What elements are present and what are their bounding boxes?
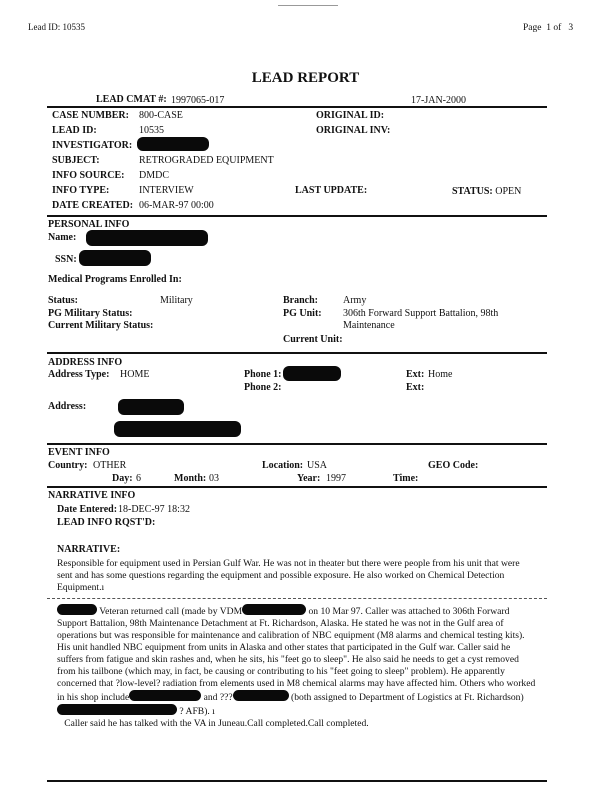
redaction — [233, 690, 289, 701]
divider — [47, 486, 547, 488]
name-label: Name: — [48, 232, 77, 243]
divider — [47, 106, 547, 108]
redaction — [242, 604, 306, 615]
status-value-personal: Military — [160, 295, 193, 306]
redaction — [114, 421, 241, 437]
last-update-label: LAST UPDATE: — [295, 185, 368, 196]
cmat-value: 1997065-017 — [171, 95, 225, 106]
original-inv-label: ORIGINAL INV: — [316, 125, 391, 136]
lead-id-label: LEAD ID: — [52, 125, 97, 136]
top-mark — [278, 5, 338, 6]
day-label: Day: — [112, 473, 133, 484]
status-label-text: STATUS: — [452, 186, 493, 197]
info-type-label: INFO TYPE: — [52, 185, 110, 196]
country-value: OTHER — [93, 460, 127, 471]
date-entered-label: Date Entered: — [57, 504, 118, 515]
bottom-divider — [47, 780, 547, 782]
ext1-label: Ext: — [406, 369, 425, 380]
redaction — [129, 690, 201, 701]
phone2-label: Phone 2: — [244, 382, 282, 393]
narrative-text-2b: on 10 Mar 97. Caller was attached to 306th Forward Support Battalion, 98th Maintenance Detachment at Ft. Richardson, Alaska. He stated he was not in the Gulf area of operations but was responsible for maintenance and calibration of NBC equipment (M8 alarms and chemical testing kits). His unit handled NBC equipment from units in Alaska and other states that participated in the Gulf war. Caller said he suffers from fatigue and skin rashes and, when he sits, his "feet go to sleep". He also said he needs to get a cyst removed from his tailbone (which may, in fact, be causing or contributing to his "feet going to sleep" problem). He apparently concerned that ?low-level? radiation from elements used in M8 chemical alarms may have affected him. Others who worked in his shop include — [57, 606, 536, 703]
info-source-label: INFO SOURCE: — [52, 170, 125, 181]
redaction — [137, 137, 209, 151]
status-value: OPEN — [495, 186, 522, 197]
time-label: Time: — [393, 473, 419, 484]
page-title: LEAD REPORT — [251, 70, 360, 86]
redaction — [79, 250, 151, 266]
pg-military-status-label: PG Military Status: — [48, 308, 133, 319]
investigator-label: INVESTIGATOR: — [52, 140, 133, 151]
report-date: 17-JAN-2000 — [411, 95, 466, 106]
lead-info-rqstd-label: LEAD INFO RQST'D: — [57, 517, 156, 528]
cmat-label: LEAD CMAT #: — [96, 94, 167, 105]
address-info-heading: ADDRESS INFO — [48, 357, 123, 368]
dashed-divider — [47, 598, 547, 599]
address-label: Address: — [48, 401, 87, 412]
location-label: Location: — [262, 460, 304, 471]
phone1-label: Phone 1: — [244, 369, 282, 380]
pg-unit-value-line2: Maintenance — [343, 320, 395, 331]
page-total: 3 — [568, 23, 574, 33]
geo-code-label: GEO Code: — [428, 460, 479, 471]
subject-value: RETROGRADED EQUIPMENT — [139, 155, 274, 166]
status-label — [452, 186, 521, 197]
year-value: 1997 — [326, 473, 346, 484]
narrative-text-2f: Caller said he has talked with the VA in Juneau.Call completed.Call completed. — [64, 718, 369, 729]
narrative-info-heading: NARRATIVE INFO — [48, 490, 136, 501]
lead-id-value: 10535 — [139, 125, 164, 136]
narrative-mark-1: ı — [101, 582, 105, 593]
pg-unit-value-line1: 306th Forward Support Battalion, 98th — [343, 308, 499, 319]
narrative-mark-2: ı — [212, 706, 215, 717]
page-indicator — [523, 23, 573, 33]
year-label: Year: — [297, 473, 321, 484]
status-label-personal: Status: — [48, 295, 79, 306]
address-type-value: HOME — [120, 369, 150, 380]
page-label: Page — [523, 23, 542, 33]
ext2-label: Ext: — [406, 382, 425, 393]
month-value: 03 — [209, 473, 219, 484]
subject-label: SUBJECT: — [52, 155, 100, 166]
date-created-label: DATE CREATED: — [52, 200, 134, 211]
personal-info-heading: PERSONAL INFO — [48, 219, 130, 230]
case-number-value: 800-CASE — [139, 110, 183, 121]
date-entered-value: 18-DEC-97 18:32 — [118, 504, 190, 515]
page-of: of — [553, 23, 562, 33]
divider — [47, 352, 547, 354]
address-type-label: Address Type: — [48, 369, 110, 380]
branch-value: Army — [343, 295, 367, 306]
medical-programs-label: Medical Programs Enrolled In: — [48, 274, 182, 285]
narrative-paragraph-2 — [57, 604, 537, 730]
narrative-text-2c: and ??? — [201, 692, 233, 703]
day-value: 6 — [136, 473, 141, 484]
original-id-label: ORIGINAL ID: — [316, 110, 385, 121]
country-label: Country: — [48, 460, 88, 471]
divider — [47, 443, 547, 445]
current-unit-label: Current Unit: — [283, 334, 343, 345]
narrative-text-2e: ? AFB). — [177, 706, 210, 717]
narrative-text-2a: Veteran returned call (made by VDM — [97, 606, 243, 617]
location-value: USA — [307, 460, 328, 471]
page-number: 1 — [546, 23, 551, 33]
date-created-value: 06-MAR-97 00:00 — [139, 200, 214, 211]
redaction — [118, 399, 184, 415]
pg-unit-label: PG Unit: — [283, 308, 322, 319]
lead-id-header: Lead ID: 10535 — [28, 22, 85, 32]
narrative-text-1: Responsible for equipment used in Persian Gulf War. He was not in theater but there were people from his unit that were sent and has some questions regarding the equipment and possible exposure. He also worked on Chemical Detection Equipment. — [57, 558, 520, 593]
narrative-text-2d: (both assigned to Department of Logistics at Ft. Richardson) — [288, 692, 524, 703]
ssn-label: SSN: — [55, 254, 77, 265]
redaction — [57, 604, 97, 615]
divider — [47, 215, 547, 217]
narrative-paragraph-1 — [57, 558, 537, 594]
current-military-status-label: Current Military Status: — [48, 320, 154, 331]
narrative-label: NARRATIVE: — [57, 544, 121, 555]
ext1-value: Home — [428, 369, 453, 380]
case-number-label: CASE NUMBER: — [52, 110, 129, 121]
redaction — [283, 366, 341, 381]
month-label: Month: — [174, 473, 207, 484]
info-source-value: DMDC — [139, 170, 170, 181]
branch-label: Branch: — [283, 295, 318, 306]
event-info-heading: EVENT INFO — [48, 447, 110, 458]
redaction — [86, 230, 208, 246]
redaction — [57, 704, 177, 715]
info-type-value: INTERVIEW — [139, 185, 194, 196]
